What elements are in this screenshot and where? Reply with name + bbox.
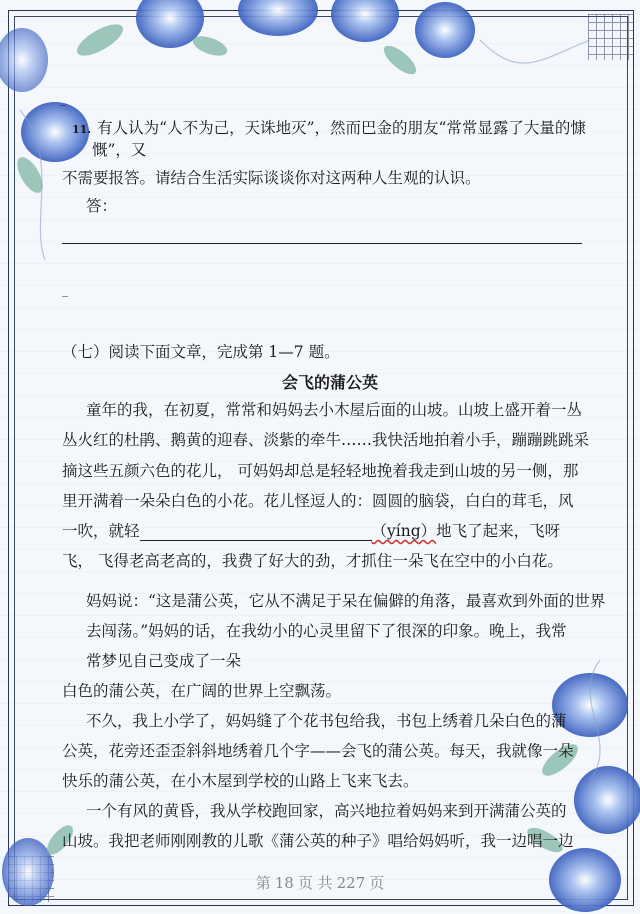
line-text-end: 地飞了起来，飞呀 — [436, 522, 561, 540]
paragraph-line: 摘这些五颜六色的花儿， 可妈妈却总是轻轻地挽着我走到山坡的另一侧，那 — [62, 462, 579, 480]
page-number: 18 — [274, 874, 294, 892]
paragraph-line: 快乐的蒲公英，在小木屋到学校的山路上飞来飞去。 — [62, 772, 419, 790]
section-heading: （七）阅读下面文章，完成第 1—7 题。 — [62, 343, 340, 361]
q11-line-3: 不需要报答。请结合生活实际谈谈你对这两种人生观的认识。 — [62, 169, 481, 187]
footer-mid: 页 共 — [297, 874, 333, 892]
paragraph-line: 山坡。我把老师刚刚教的儿歌《蒲公英的种子》唱给妈妈听，我一边唱一边 — [62, 832, 574, 850]
answer-line[interactable] — [62, 243, 582, 244]
paragraph-line: 公英，花旁还歪歪斜斜地绣着几个字——会飞的蒲公英。每天，我就像一朵 — [62, 742, 574, 760]
paragraph-line: 不久，我上小学了，妈妈缝了个花书包给我，书包上绣着几朵白色的蒲 — [86, 712, 567, 730]
paragraph-line: 丛火红的杜鹃、鹅黄的迎春、淡紫的牵牛……我快活地拍着小手，蹦蹦跳跳采 — [62, 431, 590, 449]
paragraph-line: 去闯荡。”妈妈的话，在我幼小的心灵里留下了很深的印象。晚上，我常 — [86, 622, 567, 640]
q11-line-2: 慨”，又 — [92, 141, 147, 159]
paragraph-line: 里开满着一朵朵白色的小花。花儿怪逗人的：圆圆的脑袋，白白的茸毛，风 — [62, 492, 574, 510]
q11-line-1 — [72, 118, 586, 140]
q11-text-1: 有人认为“人不为己，天诛地灭”，然而巴金的朋友“常常显露了大量的慷 — [97, 119, 586, 137]
dash-mark: _ — [60, 92, 66, 106]
line-text-start: 一吹，就轻 — [62, 522, 140, 540]
paragraph-line: 一个有风的黄昏，我从学校跑回家，高兴地拉着妈妈来到开满蒲公英的 — [86, 802, 567, 820]
pinyin-hint: （yíng） — [371, 522, 437, 540]
paragraph-line: 童年的我，在初夏，常常和妈妈去小木屋后面的山坡。山坡上盛开着一丛 — [86, 401, 583, 419]
paragraph-line: 白色的蒲公英，在广阔的世界上空飘荡。 — [62, 682, 342, 700]
article-title: 会飞的蒲公英 — [282, 373, 379, 392]
footer-prefix: 第 — [255, 874, 271, 892]
total-pages: 227 — [336, 874, 366, 892]
paragraph-line: 常梦见自己变成了一朵 — [86, 652, 242, 670]
fill-in-blank[interactable] — [140, 524, 372, 541]
paragraph-line: 飞， 飞得老高老高的，我费了好大的劲，才抓住一朵飞在空中的小白花。 — [62, 552, 563, 570]
paragraph-line-with-blank — [62, 521, 560, 541]
paragraph-line: 妈妈说：“这是蒲公英，它从不满足于呆在偏僻的角落，最喜欢到外面的世界 — [86, 592, 606, 610]
answer-label: 答： — [86, 197, 118, 215]
footer-suffix: 页 — [369, 874, 385, 892]
q11-number: 11. — [72, 123, 92, 136]
page-footer — [0, 872, 640, 893]
dash-mark: _ — [62, 283, 68, 297]
